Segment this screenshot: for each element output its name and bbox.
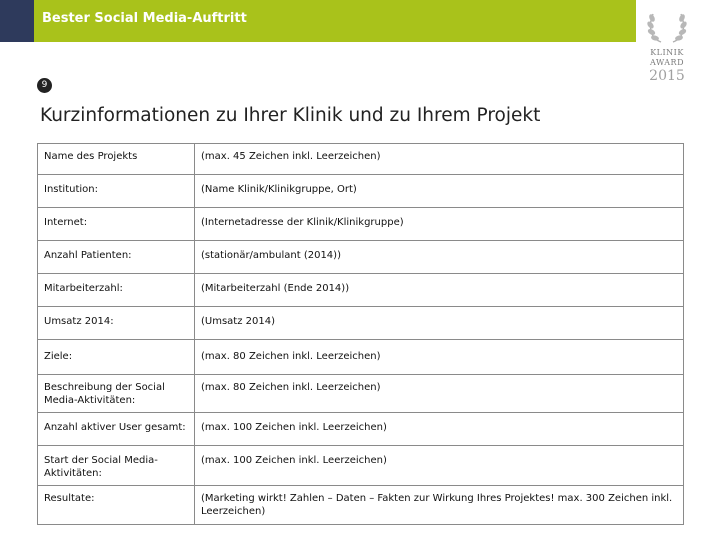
row-input-hint[interactable]: (Marketing wirkt! Zahlen – Daten – Fakten zur Wirkung Ihres Projektes! max. 300 Zeichen inkl. Leerzeichen) — [195, 486, 684, 525]
project-info-table — [37, 143, 684, 525]
row-label: Resultate: — [38, 486, 195, 525]
row-input-hint[interactable]: (stationär/ambulant (2014)) — [195, 241, 684, 274]
klinik-award-logo — [638, 8, 696, 90]
row-input-hint[interactable]: (max. 80 Zeichen inkl. Leerzeichen) — [195, 340, 684, 375]
row-label: Internet: — [38, 208, 195, 241]
table-row — [38, 144, 684, 175]
table-row — [38, 446, 684, 486]
row-input-hint[interactable]: (max. 100 Zeichen inkl. Leerzeichen) — [195, 413, 684, 446]
header-accent-strip — [0, 0, 34, 42]
table-row — [38, 375, 684, 413]
row-label: Beschreibung der Social Media-Aktivitäten: — [38, 375, 195, 413]
header-bar — [34, 0, 636, 42]
logo-text-year: 2015 — [649, 68, 685, 84]
table-row — [38, 241, 684, 274]
header-title: Bester Social Media-Auftritt — [42, 11, 247, 26]
table-row — [38, 486, 684, 525]
page-title: Kurzinformationen zu Ihrer Klinik und zu Ihrem Projekt — [40, 105, 541, 126]
row-label: Umsatz 2014: — [38, 307, 195, 340]
row-label: Mitarbeiterzahl: — [38, 274, 195, 307]
row-input-hint[interactable]: (max. 100 Zeichen inkl. Leerzeichen) — [195, 446, 684, 486]
row-input-hint[interactable]: (Mitarbeiterzahl (Ende 2014)) — [195, 274, 684, 307]
row-label: Start der Social Media-Aktivitäten: — [38, 446, 195, 486]
table-row — [38, 307, 684, 340]
table-row — [38, 175, 684, 208]
logo-text-award: AWARD — [650, 58, 684, 67]
step-number-badge: 9 — [37, 78, 52, 93]
row-label: Name des Projekts — [38, 144, 195, 175]
row-input-hint[interactable]: (Internetadresse der Klinik/Klinikgruppe) — [195, 208, 684, 241]
row-input-hint[interactable]: (Name Klinik/Klinikgruppe, Ort) — [195, 175, 684, 208]
laurel-wreath-icon — [644, 8, 690, 46]
row-input-hint[interactable]: (max. 80 Zeichen inkl. Leerzeichen) — [195, 375, 684, 413]
row-label: Anzahl aktiver User gesamt: — [38, 413, 195, 446]
row-label: Anzahl Patienten: — [38, 241, 195, 274]
row-input-hint[interactable]: (max. 45 Zeichen inkl. Leerzeichen) — [195, 144, 684, 175]
table-row — [38, 340, 684, 375]
table-row — [38, 413, 684, 446]
table-row — [38, 208, 684, 241]
row-label: Institution: — [38, 175, 195, 208]
logo-text-klinik: KLINIK — [650, 48, 684, 57]
table-row — [38, 274, 684, 307]
row-label: Ziele: — [38, 340, 195, 375]
row-input-hint[interactable]: (Umsatz 2014) — [195, 307, 684, 340]
